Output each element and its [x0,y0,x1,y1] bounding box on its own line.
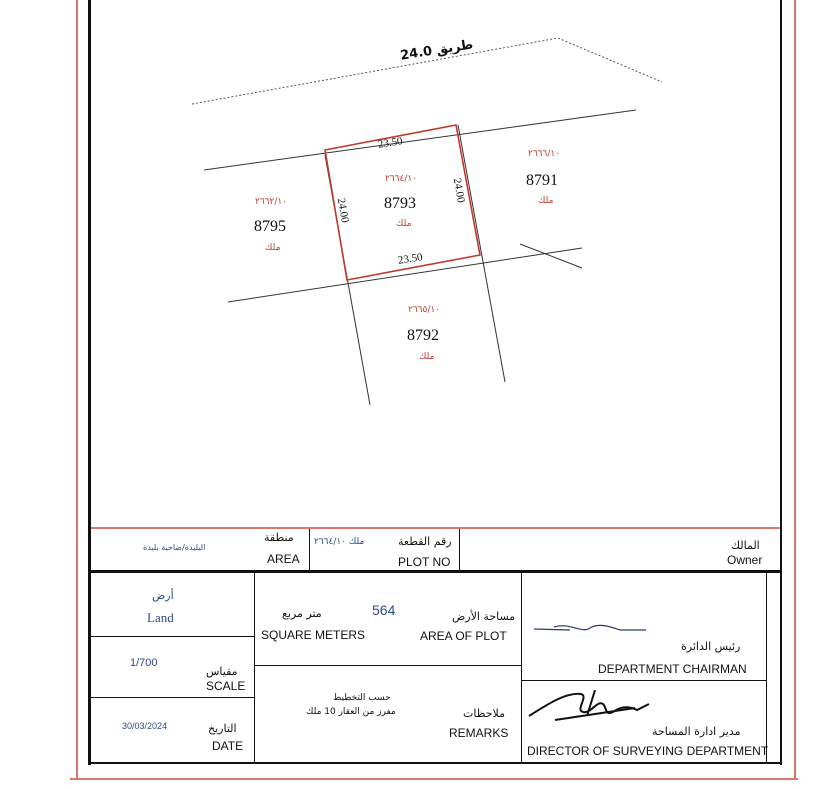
plot-number: 8792 [407,327,439,344]
remarks-line2: مفرز من العقار 10 ملك [306,707,396,717]
form-h-land [91,636,254,637]
chairman-en: DEPARTMENT CHAIRMAN [598,662,747,676]
form-v-col1 [254,573,255,763]
remarks-en: REMARKS [449,726,509,740]
director-ar: مدير ادارة المساحة [652,725,741,738]
date-en: DATE [212,739,244,753]
plot-no-label-en: PLOT NO [398,555,451,569]
owner-label-en: Owner [727,553,763,567]
plot-no-label-ar: رقم القطعة [398,535,452,548]
area-of-plot-ar: مساحة الأرض [452,610,516,623]
plot-ref: ٢٦٦٢/١٠ [255,197,288,207]
plot-type: ملك [419,352,435,362]
square-meters-en: SQUARE METERS [261,628,366,642]
form-v-row1-a [309,529,310,571]
area-of-plot-value: 564 [372,602,396,618]
land-type-en: Land [147,610,174,625]
form-v-row1-b [459,529,460,571]
dimension-right: 24.00 [450,177,467,204]
form-h-mid [254,665,521,666]
form-row1-bottom [91,570,780,573]
chairman-signature [530,618,650,638]
plot-number: 8793 [384,195,416,212]
boundary-line [204,110,636,170]
form-h-right [521,680,766,681]
form-v-col2 [521,573,522,763]
dimension-left: 24.00 [334,197,351,224]
area-value: البليدة/ضاحية بليدة [143,543,206,552]
frame-bottom-inner [88,762,782,764]
form-h-scale [91,697,254,698]
date-value: 30/03/2024 [122,721,168,731]
dimension-bottom: 23.50 [397,251,424,267]
scale-value: 1/700 [130,657,158,669]
plot-type: ملك [396,219,412,229]
dimension-top: 23.50 [377,135,404,151]
remarks-line1: حسب التخطيط [333,693,391,703]
plot-number: 8791 [526,172,558,189]
scale-en: SCALE [206,679,246,693]
scale-ar: مقياس [206,665,238,678]
plot-ref: ٢٦٦٤/١٠ [385,174,418,184]
plot-ref: ٢٦٦٥/١٠ [408,305,441,315]
frame-bottom-outer [70,778,798,780]
chairman-ar: رئيس الدائرة [681,640,741,653]
form-top-rule [91,527,780,529]
plot-no-value: ملك ٢٦٦٤/١٠ [314,537,365,547]
area-label-ar: منطقة [264,531,294,544]
director-signature [525,686,655,726]
plot-number: 8795 [254,218,286,235]
owner-label-ar: المالك [731,539,760,552]
form-v-right [766,573,767,763]
director-en: DIRECTOR OF SURVEYING DEPARTMENT [527,744,769,758]
date-ar: التاريخ [208,722,237,735]
land-type-ar: أرض [152,589,174,602]
square-meters-ar: متر مربع [282,607,322,620]
boundary-line [458,125,505,382]
area-label-en: AREA [267,552,300,566]
plot-ref: ٢٦٦٦/١٠ [528,149,561,159]
plot-type: ملك [265,243,281,253]
area-of-plot-en: AREA OF PLOT [420,629,507,643]
plot-type: ملك [538,196,554,206]
road-label: طريق 24.0 [399,37,475,64]
remarks-ar: ملاحظات [463,707,505,720]
